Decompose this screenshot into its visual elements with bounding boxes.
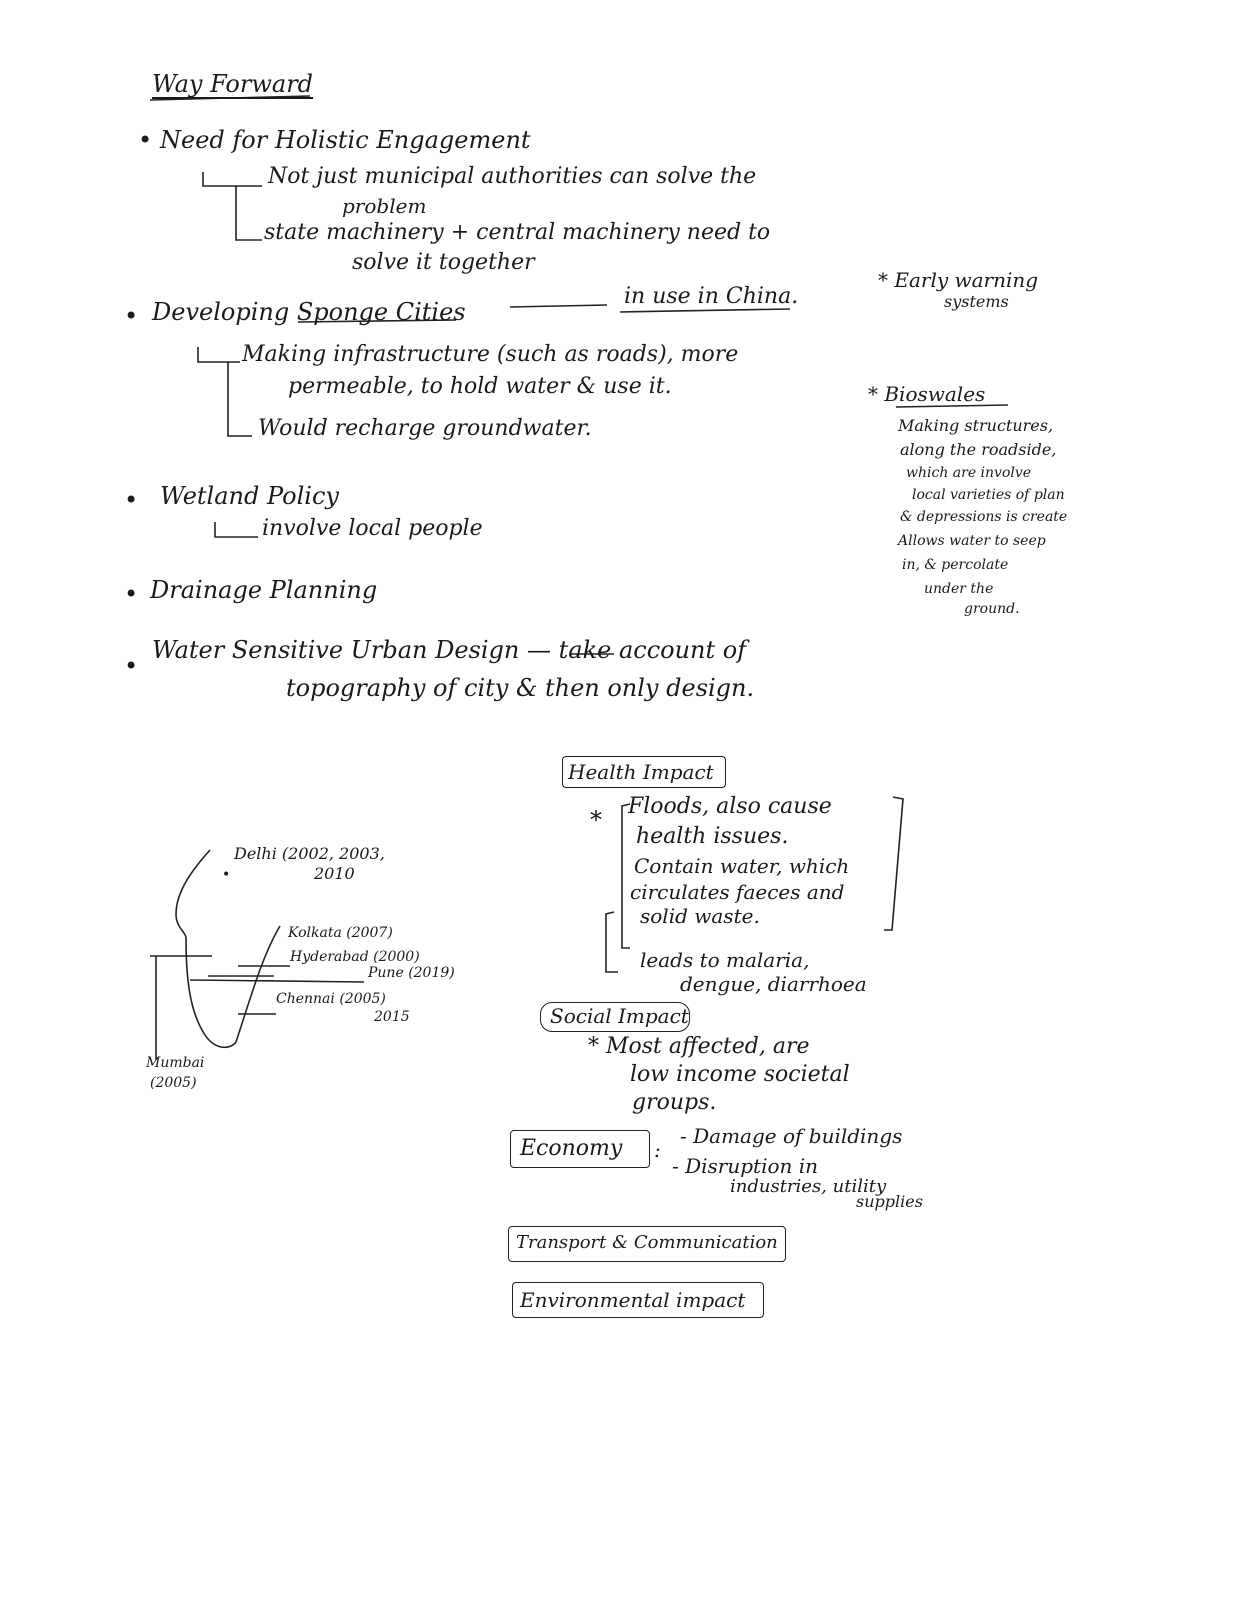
- chennai-line1: Chennai (2005): [276, 991, 386, 1007]
- bioswales-line: under the: [924, 581, 994, 597]
- hyderabad-label: Hyderabad (2000): [290, 949, 420, 965]
- early-warning-line1: * Early warning: [878, 268, 1039, 292]
- wetland-label: Wetland Policy: [160, 482, 339, 510]
- chennai-line2: 2015: [374, 1009, 410, 1025]
- economy-item1: - Damage of buildings: [680, 1124, 903, 1148]
- delhi-line1: Delhi (2002, 2003,: [234, 844, 385, 863]
- environment-title: Environmental impact: [520, 1288, 746, 1312]
- social-line: * Most affected, are: [588, 1034, 810, 1059]
- bioswales-line: Making structures,: [898, 416, 1054, 435]
- economy-colon: :: [654, 1138, 661, 1162]
- health-line: Floods, also cause: [628, 794, 832, 819]
- bullet-sponge: •: [124, 302, 139, 330]
- health-leads-line1: leads to malaria,: [640, 948, 810, 972]
- sponge-note: in use in China.: [624, 284, 799, 309]
- health-asterisk: *: [590, 806, 602, 834]
- economy-item2-line1: - Disruption in: [672, 1154, 819, 1178]
- mumbai-line2: (2005): [150, 1075, 197, 1091]
- page-title: Way Forward: [152, 70, 314, 98]
- bioswales-line: in, & percolate: [902, 557, 1009, 573]
- sponge-sub2: Would recharge groundwater.: [258, 416, 592, 441]
- health-line: Contain water, which: [634, 854, 850, 878]
- flood-dot: •: [222, 867, 231, 883]
- holistic-sub2-line1: state machinery + central machinery need to: [264, 220, 771, 245]
- holistic-label: Need for Holistic Engagement: [160, 126, 531, 154]
- mumbai-line1: Mumbai: [146, 1055, 205, 1071]
- bioswales-line: along the roadside,: [900, 440, 1057, 459]
- bioswales-line: ground.: [964, 601, 1020, 617]
- water-line2: topography of city & then only design.: [286, 674, 755, 702]
- health-impact-title: Health Impact: [568, 760, 714, 784]
- pune-label: Pune (2019): [368, 965, 455, 981]
- bullet-water: •: [124, 652, 139, 680]
- economy-item2-line2: industries, utility: [730, 1176, 887, 1197]
- bioswales-line: & depressions is create: [900, 509, 1068, 525]
- holistic-sub1-line2: problem: [342, 194, 427, 218]
- health-line: health issues.: [636, 824, 789, 849]
- economy-item2-line3: supplies: [856, 1192, 923, 1211]
- bullet-drainage: •: [124, 580, 139, 608]
- water-line1: Water Sensitive Urban Design — take account of: [152, 636, 747, 664]
- bioswales-line: local varieties of plan: [912, 487, 1065, 503]
- holistic-sub2-line2: solve it together: [352, 250, 535, 275]
- wetland-sub: involve local people: [262, 516, 483, 541]
- drainage-label: Drainage Planning: [150, 576, 378, 604]
- bioswales-line: which are involve: [906, 465, 1032, 481]
- economy-title: Economy: [520, 1136, 623, 1161]
- bullet-holistic: •: [138, 126, 153, 154]
- social-line: groups.: [632, 1090, 717, 1115]
- transport-title: Transport & Communication: [516, 1232, 778, 1253]
- holistic-sub1-line1: Not just municipal authorities can solve the: [268, 164, 757, 189]
- social-impact-title: Social Impact: [550, 1004, 689, 1028]
- sponge-label: Developing Sponge Cities: [152, 298, 466, 326]
- bioswales-title: * Bioswales: [868, 382, 986, 406]
- health-leads-line2: dengue, diarrhoea: [680, 972, 867, 996]
- health-line: solid waste.: [640, 904, 760, 928]
- early-warning-line2: systems: [944, 292, 1009, 311]
- bullet-wetland: •: [124, 486, 139, 514]
- delhi-line2: 2010: [314, 864, 355, 883]
- kolkata-label: Kolkata (2007): [288, 925, 393, 941]
- social-line: low income societal: [630, 1062, 850, 1087]
- sponge-sub1-line2: permeable, to hold water & use it.: [288, 374, 672, 399]
- bioswales-line: Allows water to seep: [898, 533, 1046, 549]
- health-line: circulates faeces and: [630, 880, 845, 904]
- sponge-sub1-line1: Making infrastructure (such as roads), more: [242, 342, 739, 367]
